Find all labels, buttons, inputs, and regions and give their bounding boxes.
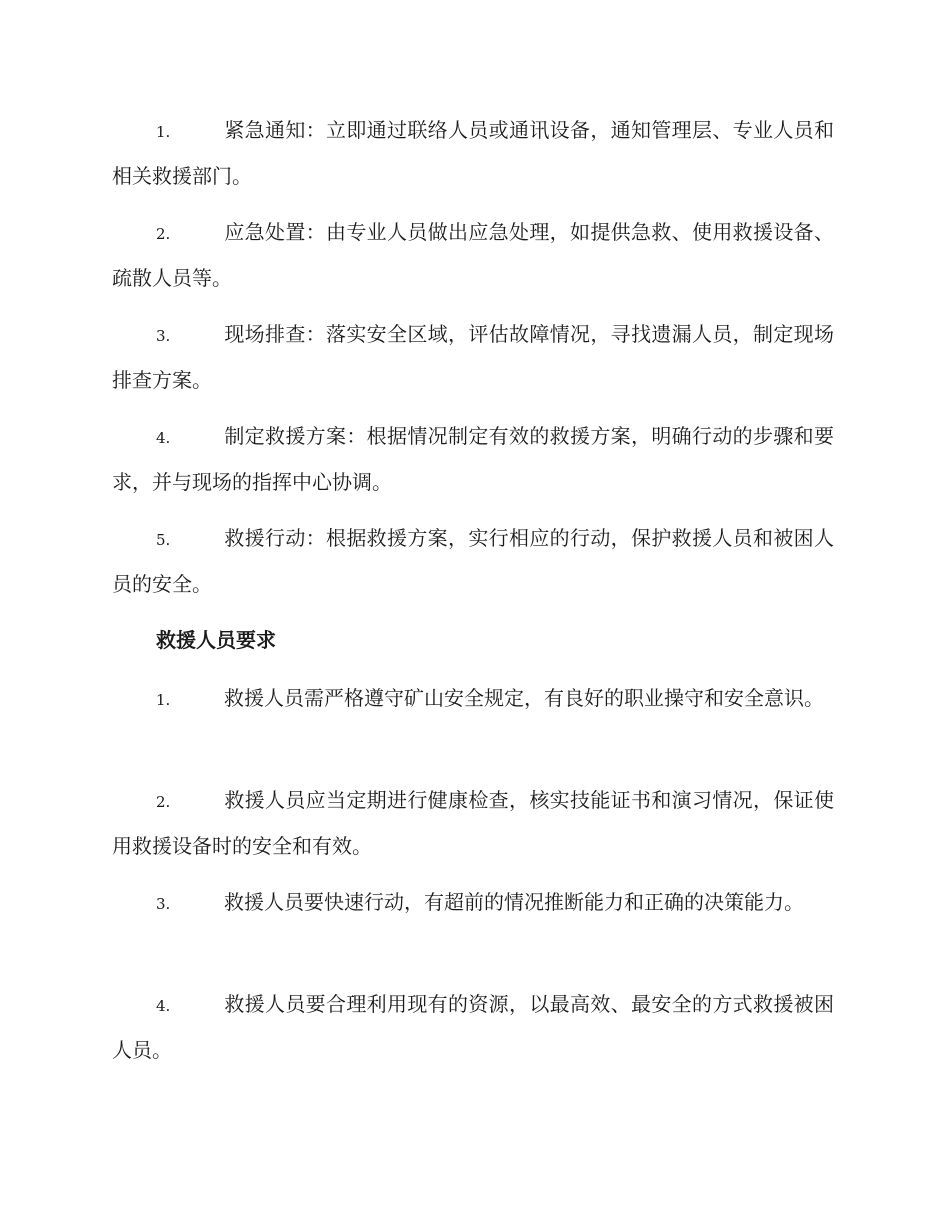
step-text: 救援行动：根据救援方案，实行相应的行动，保护救援人员和被困人员的安全。 — [112, 526, 834, 596]
step-item-1 — [112, 108, 834, 198]
requirement-item-1 — [112, 676, 834, 722]
step-item-5 — [112, 516, 834, 606]
step-number: 1. — [156, 123, 171, 141]
requirement-text: 救援人员需严格遵守矿山安全规定，有良好的职业操守和安全意识。 — [224, 686, 824, 710]
requirement-item-3 — [112, 880, 834, 926]
requirement-number: 4. — [156, 997, 171, 1015]
step-item-3 — [112, 312, 834, 402]
step-text: 应急处置：由专业人员做出应急处理，如提供急救、使用救援设备、疏散人员等。 — [112, 220, 834, 290]
requirement-number: 2. — [156, 793, 171, 811]
step-number: 2. — [156, 225, 171, 243]
requirement-number: 1. — [156, 691, 171, 709]
step-text: 现场排查：落实安全区域，评估故障情况，寻找遗漏人员，制定现场排查方案。 — [112, 322, 834, 392]
requirement-text: 救援人员应当定期进行健康检查，核实技能证书和演习情况，保证使用救援设备时的安全和有效。 — [112, 788, 834, 858]
requirement-number: 3. — [156, 895, 171, 913]
section-heading: 救援人员要求 — [156, 628, 276, 652]
step-number: 5. — [156, 531, 171, 549]
step-text: 制定救援方案：根据情况制定有效的救援方案，明确行动的步骤和要求，并与现场的指挥中心协调。 — [112, 424, 834, 494]
step-number: 3. — [156, 327, 171, 345]
requirement-item-4 — [112, 982, 834, 1072]
requirement-item-2 — [112, 778, 834, 868]
requirement-text: 救援人员要合理利用现有的资源，以最高效、最安全的方式救援被困人员。 — [112, 992, 834, 1062]
step-number: 4. — [156, 429, 171, 447]
step-text: 紧急通知：立即通过联络人员或通讯设备，通知管理层、专业人员和相关救援部门。 — [112, 118, 834, 188]
requirement-text: 救援人员要快速行动，有超前的情况推断能力和正确的决策能力。 — [224, 890, 804, 914]
step-item-2 — [112, 210, 834, 300]
step-item-4 — [112, 414, 834, 504]
